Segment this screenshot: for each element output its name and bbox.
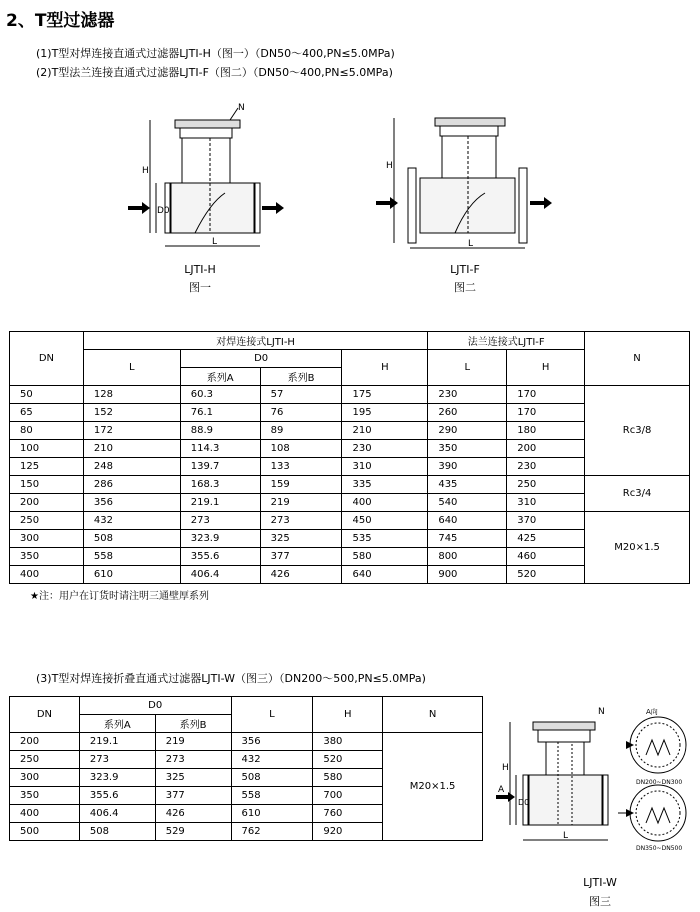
t2-head-h: H — [313, 697, 383, 733]
table-cell: 356 — [231, 733, 313, 751]
t1-head-n: N — [585, 332, 690, 386]
table-cell: 65 — [10, 404, 84, 422]
table-row — [10, 476, 690, 494]
fig3-a-label: A — [498, 785, 505, 795]
table-cell: 406.4 — [180, 566, 260, 584]
table-cell: 350 — [10, 787, 80, 805]
table-cell: 435 — [428, 476, 507, 494]
table-cell: 210 — [83, 440, 180, 458]
table-cell: 230 — [342, 440, 428, 458]
fig3-model: LJTⅠ-W — [583, 876, 617, 889]
table-cell: 529 — [155, 823, 231, 841]
table-cell: 273 — [260, 512, 342, 530]
table-cell: 406.4 — [79, 805, 155, 823]
table-cell: 114.3 — [180, 440, 260, 458]
fig3-range-1: DN200~DN300 — [636, 779, 683, 786]
dimensions-table-1 — [9, 331, 690, 584]
fig3-n-label: N — [598, 707, 605, 717]
table-cell: 558 — [231, 787, 313, 805]
page-title: 2、T型过滤器 — [6, 11, 115, 31]
table-cell: 426 — [260, 566, 342, 584]
table-cell: 323.9 — [79, 769, 155, 787]
table-row — [10, 386, 690, 404]
table-cell: 450 — [342, 512, 428, 530]
table-cell: 200 — [10, 494, 84, 512]
table-cell: 170 — [507, 404, 585, 422]
table-cell: 535 — [342, 530, 428, 548]
table-cell: 219.1 — [180, 494, 260, 512]
table-cell: 273 — [180, 512, 260, 530]
t1-head-l: L — [83, 350, 180, 386]
table-cell: 508 — [231, 769, 313, 787]
table-cell: 170 — [507, 386, 585, 404]
t1-head-series-b: 系列B — [260, 368, 342, 386]
fig3-d0-label: D0 — [518, 798, 530, 807]
table-cell: 610 — [231, 805, 313, 823]
t2-head-d0: D0 — [79, 697, 231, 715]
t1-head-weld: 对焊连接式LJTⅠ-H — [83, 332, 427, 350]
table-cell: 175 — [342, 386, 428, 404]
t2-head-series-b: 系列B — [155, 715, 231, 733]
table-cell: 88.9 — [180, 422, 260, 440]
table-cell: 250 — [507, 476, 585, 494]
table-cell: 540 — [428, 494, 507, 512]
order-note: ★注：用户在订货时请注明三通壁厚系列 — [30, 591, 209, 602]
table-cell: 200 — [10, 733, 80, 751]
table-cell: 520 — [507, 566, 585, 584]
table-cell: 219 — [155, 733, 231, 751]
t2-head-dn: DN — [10, 697, 80, 733]
t1-head-d0: D0 — [180, 350, 342, 368]
table-cell: 400 — [10, 566, 84, 584]
table-cell: 150 — [10, 476, 84, 494]
table-cell: 350 — [428, 440, 507, 458]
table-cell: 356 — [83, 494, 180, 512]
table-cell: 89 — [260, 422, 342, 440]
table-cell: 128 — [83, 386, 180, 404]
table-cell: 57 — [260, 386, 342, 404]
table-cell: 745 — [428, 530, 507, 548]
table-cell: 76.1 — [180, 404, 260, 422]
table-cell: 300 — [10, 530, 84, 548]
table-cell: 260 — [428, 404, 507, 422]
dimensions-table-2 — [9, 696, 483, 841]
table-cell: 900 — [428, 566, 507, 584]
table-cell: 80 — [10, 422, 84, 440]
table-cell: 558 — [83, 548, 180, 566]
t1-head-dn: DN — [10, 332, 84, 386]
table-cell: 325 — [260, 530, 342, 548]
table-cell: 310 — [342, 458, 428, 476]
n-thread-cell: Rc3/8 — [585, 386, 690, 476]
fig1-d0-label: D0 — [157, 206, 170, 216]
fig2-caption: 图二 — [454, 281, 476, 294]
t1-head-h: H — [342, 350, 428, 386]
table-cell: 76 — [260, 404, 342, 422]
n-thread-cell: Rc3/4 — [585, 476, 690, 512]
fig3-caption: 图三 — [589, 895, 611, 908]
table-cell: 432 — [83, 512, 180, 530]
table-cell: 159 — [260, 476, 342, 494]
table-cell: 432 — [231, 751, 313, 769]
table-cell: 323.9 — [180, 530, 260, 548]
table-cell: 195 — [342, 404, 428, 422]
table-cell: 350 — [10, 548, 84, 566]
t1-head-series-a: 系列A — [180, 368, 260, 386]
table-cell: 355.6 — [79, 787, 155, 805]
table-cell: 290 — [428, 422, 507, 440]
table-cell: 200 — [507, 440, 585, 458]
fig2-model: LJTⅠ-F — [450, 263, 480, 276]
table-cell: 230 — [428, 386, 507, 404]
table-row — [10, 733, 483, 751]
table-cell: 168.3 — [180, 476, 260, 494]
fig2-l-label: L — [468, 239, 474, 249]
table-cell: 640 — [342, 566, 428, 584]
t1-head-fh: H — [507, 350, 585, 386]
table-cell: 508 — [79, 823, 155, 841]
fig3-h-label: H — [502, 763, 509, 773]
fig3-view-label: A向 — [646, 708, 658, 716]
table-cell: 100 — [10, 440, 84, 458]
table-cell: 219.1 — [79, 733, 155, 751]
table-cell: 640 — [428, 512, 507, 530]
fig3-l-label: L — [563, 831, 569, 841]
table-cell: 460 — [507, 548, 585, 566]
table-cell: 425 — [507, 530, 585, 548]
table-cell: 210 — [342, 422, 428, 440]
section-3-title: (3)T型对焊连接折叠直通式过滤器LJTⅠ-W（图三）（DN200～500,PN≤5.0MPa) — [36, 672, 426, 685]
table-cell: 380 — [313, 733, 383, 751]
table-cell: 762 — [231, 823, 313, 841]
table-cell: 108 — [260, 440, 342, 458]
table-cell: 152 — [83, 404, 180, 422]
table-cell: 508 — [83, 530, 180, 548]
table-cell: 377 — [260, 548, 342, 566]
intro-line-1: (1)T型对焊连接直通式过滤器LJTⅠ-H（图一）（DN50～400,PN≤5.0MPa) — [36, 47, 395, 60]
fig1-model: LJTⅠ-H — [184, 263, 216, 276]
fig1-h-label: H — [142, 166, 149, 176]
fig1-l-label: L — [212, 237, 218, 247]
figure-1-drawing — [120, 98, 290, 258]
table-cell: 50 — [10, 386, 84, 404]
table-cell: 355.6 — [180, 548, 260, 566]
table-cell: 219 — [260, 494, 342, 512]
t2-head-l: L — [231, 697, 313, 733]
figure-2-drawing — [370, 98, 560, 258]
table-cell: 310 — [507, 494, 585, 512]
table-cell: 426 — [155, 805, 231, 823]
n-thread-cell: M20×1.5 — [383, 733, 483, 841]
table-cell: 250 — [10, 512, 84, 530]
table-cell: 248 — [83, 458, 180, 476]
table-cell: 180 — [507, 422, 585, 440]
t2-head-n: N — [383, 697, 483, 733]
table-cell: 760 — [313, 805, 383, 823]
table-cell: 325 — [155, 769, 231, 787]
table-cell: 580 — [342, 548, 428, 566]
table-cell: 520 — [313, 751, 383, 769]
t1-head-flange: 法兰连接式LJTⅠ-F — [428, 332, 585, 350]
table-cell: 273 — [155, 751, 231, 769]
table-cell: 172 — [83, 422, 180, 440]
table-cell: 580 — [313, 769, 383, 787]
table-cell: 250 — [10, 751, 80, 769]
fig3-range-2: DN350~DN500 — [636, 845, 683, 852]
table-cell: 920 — [313, 823, 383, 841]
table-cell: 133 — [260, 458, 342, 476]
table-cell: 273 — [79, 751, 155, 769]
table-cell: 125 — [10, 458, 84, 476]
intro-line-2: (2)T型法兰连接直通式过滤器LJTⅠ-F（图二）（DN50～400,PN≤5.0MPa) — [36, 66, 393, 79]
table-cell: 139.7 — [180, 458, 260, 476]
table-cell: 800 — [428, 548, 507, 566]
table-cell: 286 — [83, 476, 180, 494]
table-cell: 60.3 — [180, 386, 260, 404]
n-thread-cell: M20×1.5 — [585, 512, 690, 584]
table-cell: 370 — [507, 512, 585, 530]
fig1-caption: 图一 — [189, 281, 211, 294]
t1-head-fl: L — [428, 350, 507, 386]
table-cell: 400 — [342, 494, 428, 512]
table-cell: 390 — [428, 458, 507, 476]
table-cell: 400 — [10, 805, 80, 823]
table-cell: 230 — [507, 458, 585, 476]
table-cell: 610 — [83, 566, 180, 584]
fig1-n-label: N — [238, 103, 245, 113]
t2-head-series-a: 系列A — [79, 715, 155, 733]
table-cell: 335 — [342, 476, 428, 494]
table-cell: 300 — [10, 769, 80, 787]
fig2-h-label: H — [386, 161, 393, 171]
figure-3-drawing — [488, 700, 693, 870]
table-row — [10, 512, 690, 530]
table-cell: 377 — [155, 787, 231, 805]
table-cell: 500 — [10, 823, 80, 841]
table-cell: 700 — [313, 787, 383, 805]
